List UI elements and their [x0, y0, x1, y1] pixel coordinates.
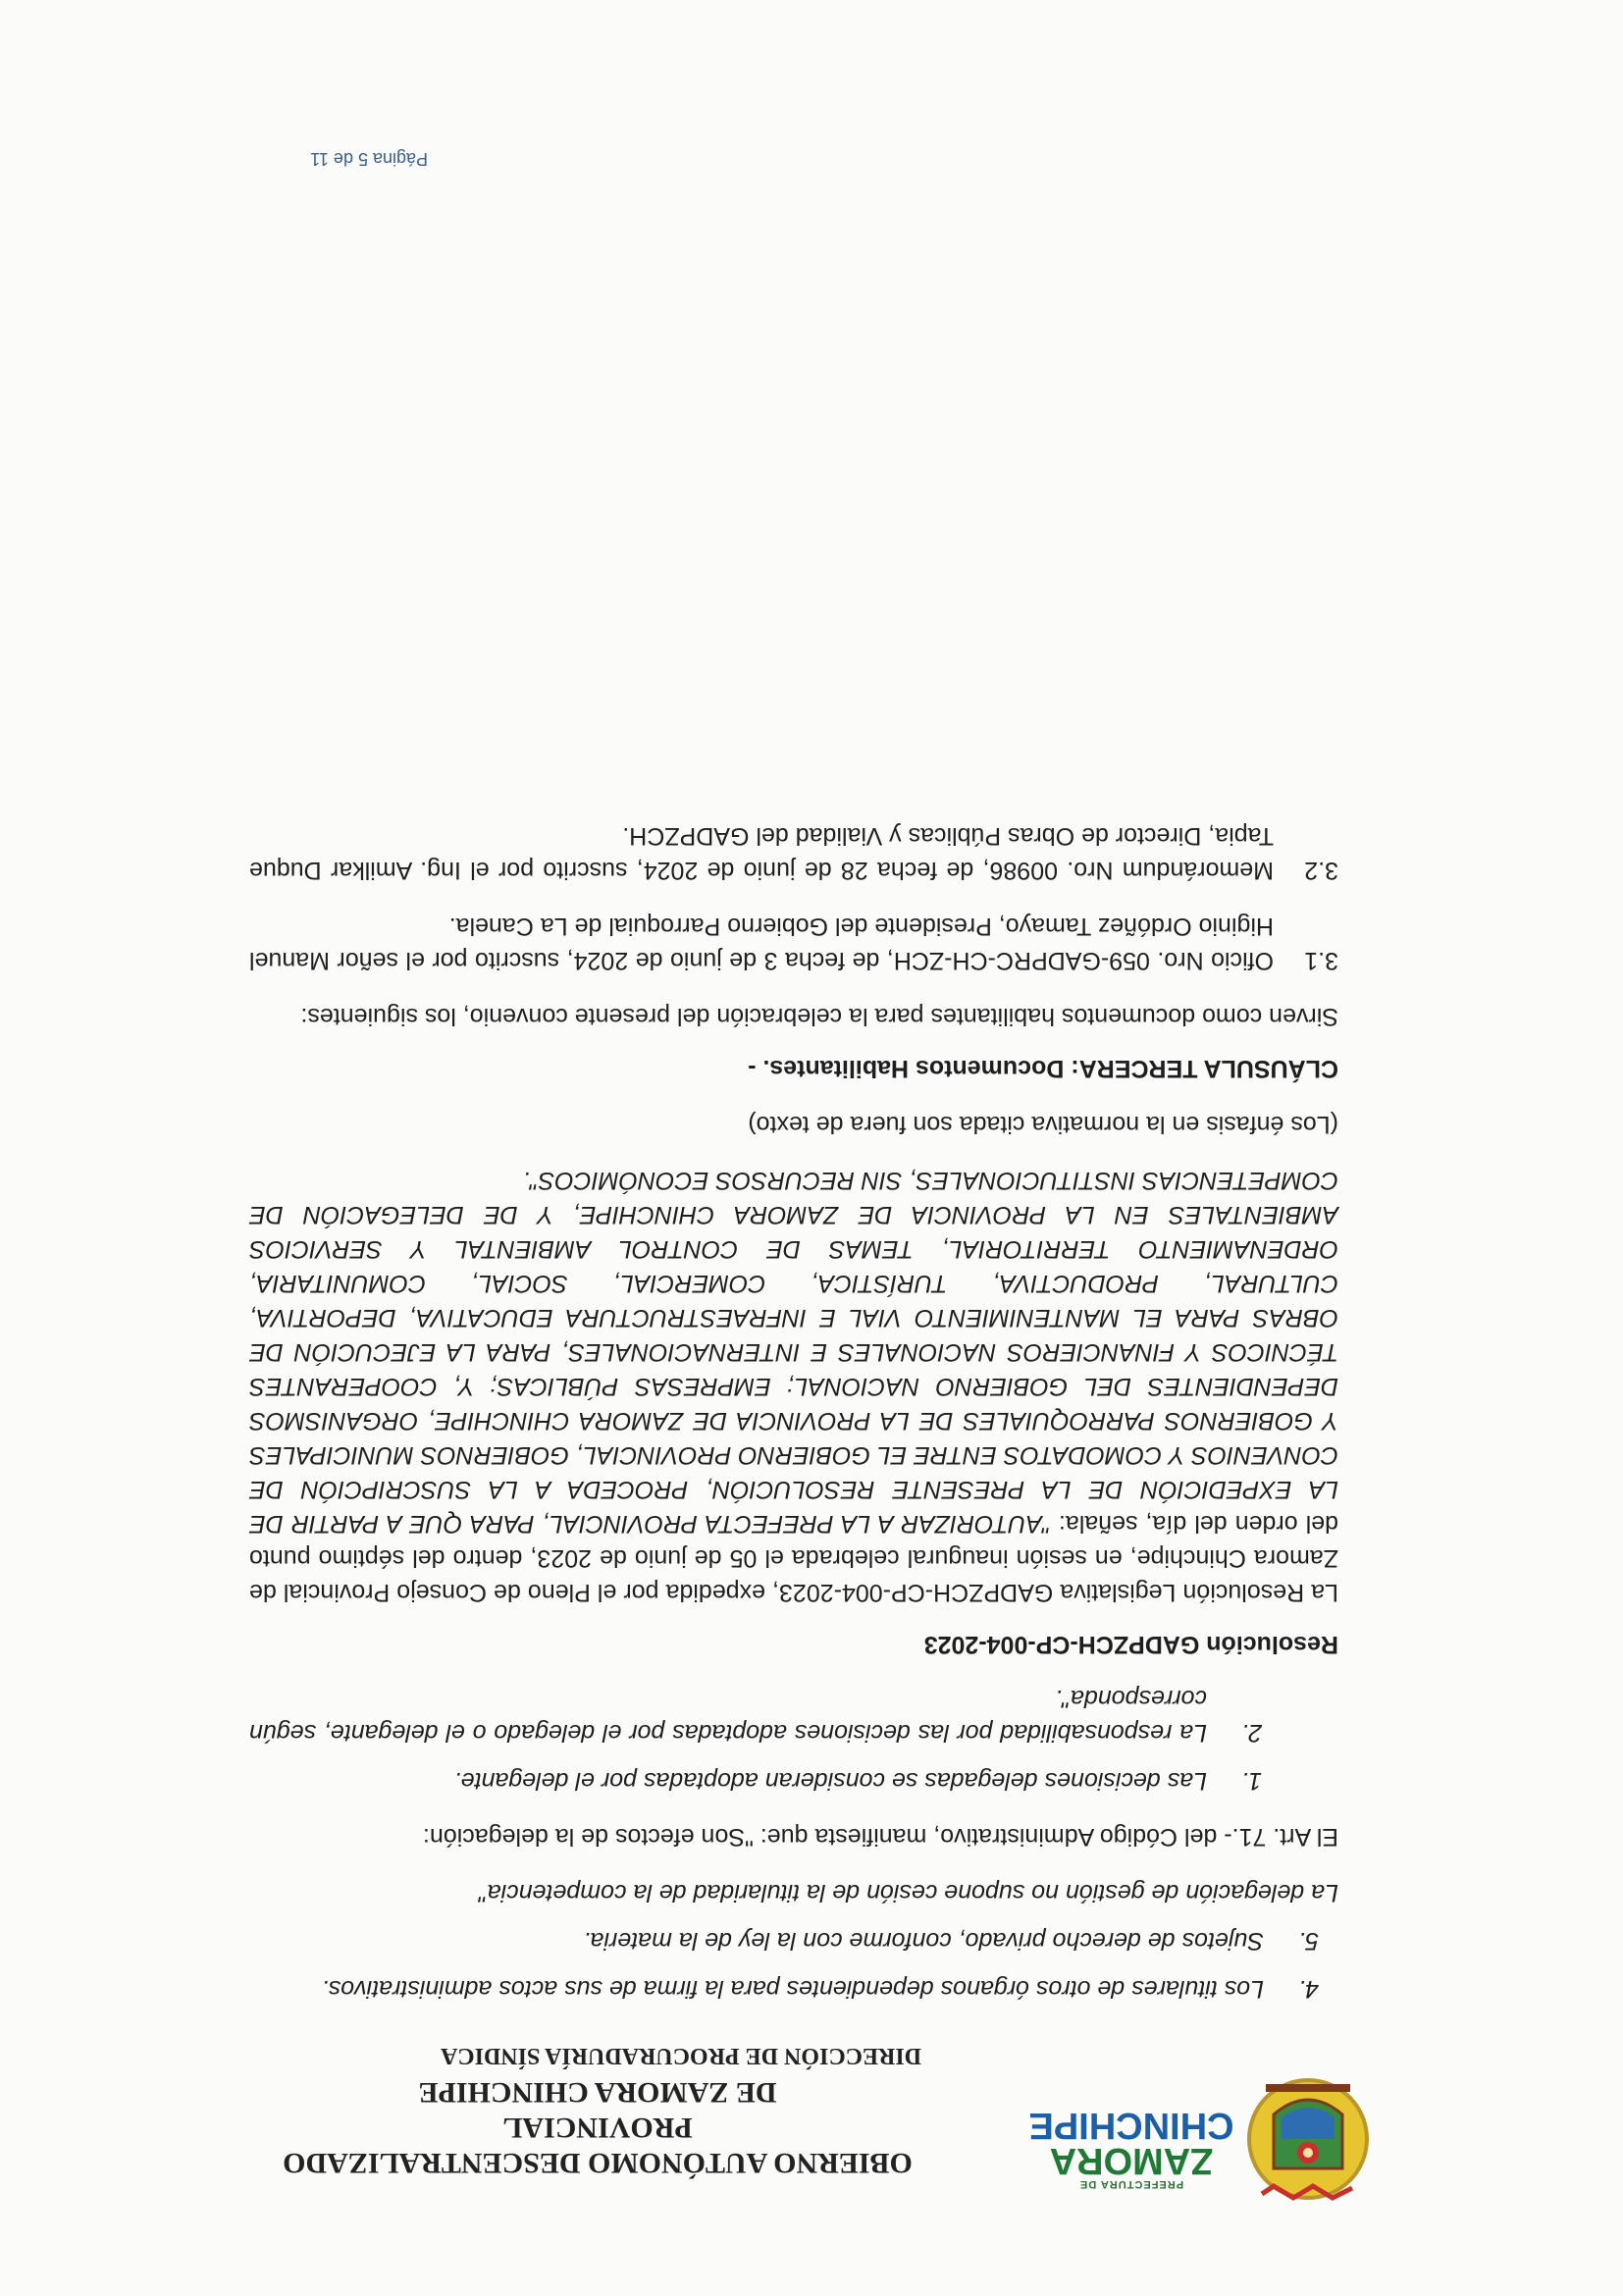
brand-zamora: ZAMORA — [1049, 2140, 1214, 2181]
resolution-quote: "AUTORIZAR A LA PREFECTA PROVINCIAL, PARA QUE A PARTIR DE LA EXPEDICIÓN DE LA PRESENTE RESOLUCIÓN, PROCEDA A LA SUSCRIPCIÓN DE CONVENIOS Y COMODATOS ENTRE EL GOBIERNO PROVINCIAL, GOBIERNOS MUNICIPALES Y GOBIERNOS PARROQUIALES DE LA PROVINCIA DE ZAMORA CHINCHIPE, ORGANISMOS DEPENDIENTES DEL GOBIERNO NACIONAL; EMPRESAS PÚBLICAS; Y, COOPERANTES TÉCNICOS Y FINANCIEROS NACIONALES E INTERNACIONALES, PARA LA EJECUCIÓN DE OBRAS PARA EL MANTENIMIENTO VIAL E INFRAESTRUCTURA EDUCATIVA, DEPORTIVA, CULTURAL, PRODUCTIVA, TURÍSTICA, COMERCIAL, SOCIAL, COMUNITARIA, ORDENAMIENTO TERRITORIAL, TEMAS DE CONTROL AMBIENTAL Y SERVICIOS AMBIENTALES EN LA PROVINCIA DE ZAMORA CHINCHIPE, Y DE DELEGACIÓN DE COMPETENCIAS INSTITUCIONALES, SIN RECURSOS ECONÓMICOS". — [249, 1167, 1338, 1538]
document-body — [249, 797, 1338, 2006]
department-title: DIRECCIÓN DE PROCURADURÍA SÍNDICA — [440, 2043, 922, 2068]
list-item-text: Sujetos de derecho privado, conforme con la ley de la materia. — [583, 1927, 1264, 1955]
list-item-number: 2. — [1241, 1719, 1262, 1747]
resolution-paragraph — [249, 1163, 1338, 1609]
list-item-number: 4. — [1298, 1975, 1319, 2003]
document-item — [249, 909, 1338, 977]
institution-title-line2: DE ZAMORA CHINCHIPE — [418, 2076, 777, 2109]
brand-prefix: PREFECTURA DE — [1078, 2178, 1184, 2190]
list-item — [249, 1923, 1338, 1957]
document-item-number: 3.1 — [1304, 947, 1338, 974]
list-item-number: 5. — [1298, 1927, 1319, 1955]
brand-chinchipe: CHINCHIPE — [1028, 2105, 1234, 2146]
clause-heading: CLÁUSULA TERCERA: Documentos Habilitantes. - — [748, 1055, 1338, 1082]
document-item-text: Oficio Nro. 059-GADPRC-CH-ZCH, de fecha 3 de junio de 2024, suscrito por el señor Manuel Higinio Ordóñez Tamayo, Presidente del Gobierno Parroquial de La Canela. — [249, 913, 1274, 974]
document-item — [249, 818, 1338, 887]
art71-intro: El Art. 71.- del Código Administrativo, manifiesta que: "Son efectos de la delegación: — [422, 1823, 1338, 1851]
list-item-text: La responsabilidad por las decisiones adoptadas por el delegado o el delegante, según corresponda". — [249, 1685, 1207, 1747]
clause-intro: Sirven como documentos habilitantes para la celebración del presente convenio, los siguientes: — [300, 1003, 1338, 1030]
delegation-quote: La delegación de gestión no supone cesión de la titularidad de la competencia" — [478, 1879, 1338, 1906]
letterhead — [0, 2041, 1623, 2296]
emphasis-note: (Los énfasis en la normativa citada son fuera de texto) — [748, 1111, 1338, 1138]
list-item — [249, 1763, 1338, 1798]
list-item-number: 1. — [1241, 1767, 1262, 1795]
institution-title — [200, 2074, 995, 2180]
prefecture-brand — [1028, 2105, 1234, 2190]
institution-title-line1: OBIERNO AUTÓNOMO DESCENTRALIZADO PROVINCIAL — [283, 2112, 913, 2179]
page-number: Página 5 de 11 — [310, 149, 428, 169]
resolution-heading: Resolución GADPZCH-CP-004-2023 — [923, 1631, 1338, 1658]
document-item-number: 3.2 — [1304, 857, 1338, 884]
list-item-text: Los titulares de otros órganos dependientes para la firma de sus actos administrativos. — [321, 1975, 1264, 2003]
list-item — [249, 1971, 1338, 2006]
resolution-text: La Resolución Legislativa GADPZCH-CP-004-2023, expedida por el Pleno de Consejo Provincial de Zamora Chinchipe, en sesión inaugural celebrada el 05 de junio de 2023, dentro del séptimo punto del orden del día, señala: — [249, 1510, 1338, 1606]
provincial-coat-of-arms-logo — [1244, 2070, 1372, 2208]
list-item-text: Las decisiones delegadas se consideran adoptadas por el delegante. — [453, 1767, 1207, 1795]
document-item-text: Memorándum Nro. 00986, de fecha 28 de junio de 2024, suscrito por el Ing. Amilkar Duque Tapia, Director de Obras Públicas y Vialidad del GADPZCH. — [249, 822, 1274, 884]
list-item — [249, 1681, 1338, 1749]
